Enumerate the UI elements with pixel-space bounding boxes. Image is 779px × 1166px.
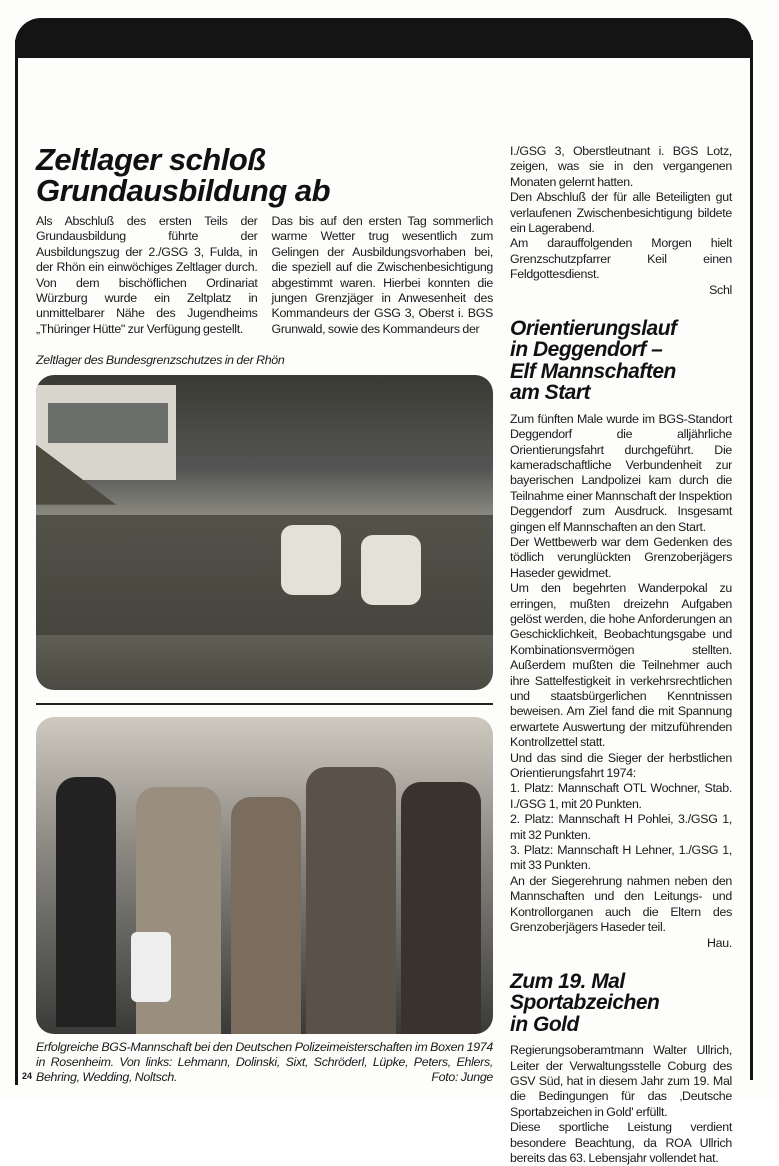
paragraph: Als Abschluß des ersten Teils der Grundausbildung führte der Ausbildungszug der 2./GSG 3, Fulda, in der Rhön ein einwöchiges Zeltlager durch. Von dem bischöflichen Ordinariat Würzburg wurde ein Zeltplatz in unmittelbarer Nähe des Jugendheims „Thüringer Hütte" zur Verfügung gestellt.	[36, 214, 258, 336]
headline-line: Grundausbildung ab	[36, 173, 331, 208]
page-number: 24	[22, 1071, 33, 1081]
section-divider	[36, 703, 493, 705]
page-inner-corner	[18, 58, 750, 88]
paragraph: Und das sind die Sieger der herbstlichen Orientierungsfahrt 1974:	[510, 750, 732, 781]
tent-camp-photo	[36, 375, 493, 690]
headline-line: Elf Mannschaften	[510, 359, 676, 383]
left-content-area	[36, 144, 493, 1086]
article1-headline	[36, 144, 493, 206]
left-border-line	[15, 40, 18, 1085]
article3-body	[510, 1043, 732, 1166]
photo2-caption	[36, 1040, 493, 1086]
result-place-2: 2. Platz: Mannschaft H Pohlei, 3./GSG 1, mit 32 Punkten.	[510, 812, 732, 842]
photo-credit: Foto: Junge	[431, 1070, 493, 1085]
article1-column1	[36, 214, 258, 337]
headline-line: in Deggendorf –	[510, 338, 663, 362]
result-place-1: 1. Platz: Mannschaft OTL Wochner, Stab. I./GSG 1, mit 20 Punkten.	[510, 781, 732, 811]
paragraph: Zum fünften Male wurde im BGS-Standort Deggendorf die alljährliche Orientierungsfahrt durchgeführt. Die kameradschaftliche Verbundenheit zur bayerischen Landpolizei kam durch die Teilnahme einer Mannschaft der Inspektion Deggendorf zum Ausdruck. Insgesamt gingen elf Mannschaften an den Start.	[510, 411, 732, 534]
boxing-team-photo	[36, 717, 493, 1034]
paragraph: Um den begehrten Wanderpokal zu erringen, mußten dreizehn Aufgaben gelöst werden, die hohe Anforderungen an Geschicklichkeit, Beobachtungsgabe und Kombinationsvermögen stellten. Außerdem mußten die Teilnehmer auch ihre Sattelfestigkeit in verkehrsrechtlichen und staatsbürgerlichen Kenntnissen beweisen. Am Ziel fand die mit Spannung erwartete Auswertung der mitzuführenden Kontrollzettel statt.	[510, 581, 732, 750]
article1-columns	[36, 214, 493, 337]
paragraph: Der Wettbewerb war dem Gedenken des tödlich verunglückten Grenzoberjägers Haseder gewidmet.	[510, 534, 732, 580]
paragraph: I./GSG 3, Oberstleutnant i. BGS Lotz, zeigen, was sie in den vergangenen Monaten gelernt hatten.	[510, 144, 732, 189]
headline-line: Zum 19. Mal	[510, 969, 625, 993]
paragraph: Diese sportliche Leistung verdient besondere Beachtung, da ROA Ullrich bereits das 63. Lebensjahr vollendet hat.	[510, 1120, 732, 1165]
result-place-3: 3. Platz: Mannschaft H Lehner, 1./GSG 1, mit 33 Punkten.	[510, 843, 732, 873]
paragraph: Den Abschluß der für alle Beteiligten gut verlaufenen Zwischenbesichtigung bildete ein Lagerabend.	[510, 190, 732, 236]
author-signature: Schl	[709, 282, 732, 297]
right-column-rule	[750, 40, 753, 1080]
right-content-area	[510, 144, 732, 1166]
page-header-bar	[15, 18, 752, 58]
headline-line: Sportabzeichen	[510, 991, 660, 1015]
article1-column2	[272, 214, 494, 337]
article2-headline	[510, 318, 732, 404]
paragraph: An der Siegerehrung nahmen neben den Mannschaften und den Leitungs- und Kontrollorganen auch die Eltern des Grenzoberjägers Haseder teil.	[510, 873, 732, 935]
headline-line: am Start	[510, 381, 591, 405]
paragraph: Regierungsoberamtmann Walter Ullrich, Leiter der Verwaltungsstelle Coburg des GSV Süd, hat in diesem Jahr zum 19. Mal die Bedingungen für das ‚Deutsche Sportabzeichen in Gold' erfüllt.	[510, 1043, 732, 1119]
photo1-caption: Zeltlager des Bundesgrenzschutzes in der Rhön	[36, 353, 285, 368]
article3-headline	[510, 971, 732, 1035]
paragraph: Das bis auf den ersten Tag sommerlich warme Wetter trug wesentlich zum Gelingen der Ausbildungsvorhaben bei, die speziell auf die Zwischenbesichtigung abgestimmt waren. Hierbei konnten die jungen Grenzjäger in Anwesenheit des Kommandeurs der GSG 3, Oberst i. BGS Grunwald, sowie des Kommandeurs der	[271, 214, 493, 336]
headline-line: Orientierungslauf	[510, 317, 677, 341]
headline-line: Zeltlager schloß	[36, 142, 266, 177]
article1-column3	[510, 144, 732, 298]
article2-body	[510, 412, 732, 951]
caption-text: Erfolgreiche BGS-Mannschaft bei den Deutschen Polizeimeisterschaften im Boxen 1974 in Rosenheim. Von links: Lehmann, Dolinski, Sixt, Schröderl, Lüpke, Peters, Ehlers, Behring, Wedding, Noltsch.	[36, 1039, 493, 1085]
author-signature: Hau.	[707, 935, 732, 950]
headline-line: in Gold	[510, 1012, 579, 1036]
paragraph: Am darauffolgenden Morgen hielt Grenzschutzpfarrer Keil einen Feldgottesdienst.	[510, 236, 732, 282]
